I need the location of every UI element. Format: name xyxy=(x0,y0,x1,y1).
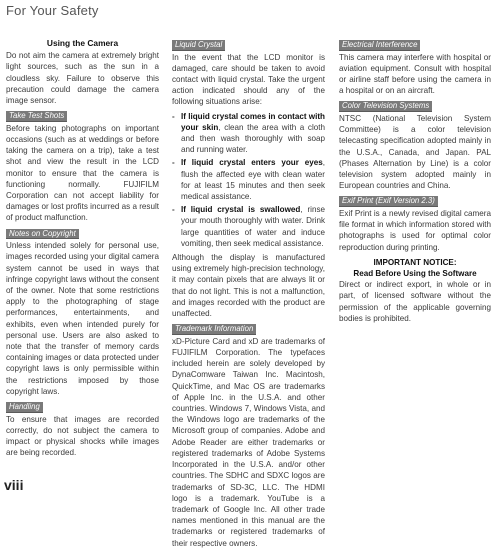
label-color-tv: Color Television Systems xyxy=(339,101,432,112)
list-item-rest: , clean the area with a cloth and then wash thoroughly with soap and running water. xyxy=(181,122,325,155)
liquid-crystal-text: In the event that the LCD monitor is damaged, care should be taken to avoid contact with liquid crystal. Take the urgent action indicated should any of the following situations arise: xyxy=(172,52,325,107)
color-tv-text: NTSC (National Television System Committee) is a color television telecasting specification adopted mainly in the U.S.A., Canada, and Japan. PAL (Phases Alternation by Line) is a color television system adopted mainly in European countries and China. xyxy=(339,114,491,191)
label-copyright: Notes on Copyright xyxy=(6,229,79,240)
using-camera-text: Do not aim the camera at extremely bright light sources, such as the sun in a cloudless sky. Failure to observe this precaution could damage the camera image sensor. xyxy=(6,51,159,106)
electrical-interference-text: This camera may interfere with hospital or aviation equipment. Consult with hospital or airline staff before using the camera in a hospital or on an aircraft. xyxy=(339,52,491,96)
list-item-rest: , flush the affected eye with clean water for at least 15 minutes and then seek medical assistance. xyxy=(181,158,325,202)
exif-text: Exif Print is a newly revised digital camera file format in which information stored with photographs is used for optimal color reproduction during printing. xyxy=(339,209,491,252)
list-dash: - xyxy=(172,205,175,215)
column-right xyxy=(339,38,491,327)
column-middle xyxy=(172,38,325,552)
list-item xyxy=(172,204,325,249)
list-item xyxy=(172,157,325,202)
label-handling: Handling xyxy=(6,402,43,413)
list-dash: - xyxy=(172,111,175,121)
handling-text: To ensure that images are recorded correctly, do not subject the camera to impact or physical shocks while images are being recorded. xyxy=(6,414,159,458)
column-left xyxy=(6,38,159,461)
liquid-crystal-list xyxy=(172,111,325,249)
label-test-shots: Take Test Shots xyxy=(6,111,67,122)
notice-text: Direct or indirect export, in whole or in part, of licensed software without the permission of the applicable governing bodies is prohibited. xyxy=(339,280,491,323)
list-item-lead: If liquid crystal comes in contact with your skin xyxy=(181,111,325,132)
trademark-text: xD-Picture Card and xD are trademarks of FUJIFILM Corporation. The typefaces included herein are solely developed by DynaComware Taiwan Inc. Macintosh, QuickTime, and Mac OS are trademarks of Apple Inc. in the U.S.A. and other countries. Windows 7, Windows Vista, and the Windows logo are trademarks of the Microsoft group of companies. Adobe and Adobe Reader are either trademarks or registered trademarks of Adobe Systems Incorporated in the U.S.A. and/or other countries. The SDHC and SDXC logos are trademarks of SD-3C, LLC. The HDMI logo is a trademark. YouTube is a trademark of Google Inc. All other trade names mentioned in this manual are the trademarks or registered trademarks of their respective owners. xyxy=(172,336,325,548)
notice-subtitle: Read Before Using the Software xyxy=(353,269,477,279)
list-item-rest: , rinse your mouth thoroughly with water. Drink large quantities of water and induce vomiting, then seek medical assistance. xyxy=(181,205,325,248)
running-head: For Your Safety xyxy=(6,3,99,18)
page-number: viii xyxy=(4,477,24,493)
liquid-crystal-note: Although the display is manufactured using extremely high-precision technology, it may contain pixels that are always lit or that do not light. This is not a malfunction, and images recorded with the product are unaffected. xyxy=(172,253,325,319)
label-exif: Exif Print (Exif Version 2.3) xyxy=(339,196,438,207)
label-electrical-interference: Electrical Interference xyxy=(339,40,420,51)
copyright-text: Unless intended solely for personal use, images recorded using your digital camera system cannot be used in ways that infringe copyright laws without the consent of the owner. Note that some restrictions apply to the photographing of stage performances, entertainments, and exhibits, even when intended purely for personal use. Users are also asked to note that the transfer of memory cards containing images or data protected under copyright laws is only permissible within the restrictions imposed by those copyright laws. xyxy=(6,241,159,396)
important-notice xyxy=(339,257,491,279)
label-trademark: Trademark Information xyxy=(172,324,256,335)
list-dash: - xyxy=(172,158,175,168)
label-liquid-crystal: Liquid Crystal xyxy=(172,40,225,51)
list-item xyxy=(172,111,325,156)
test-shots-text: Before taking photographs on important occasions (such as at weddings or before taking the camera on a trip), take a test shot and view the result in the LCD monitor to ensure that the camera is functioning normally. FUJIFILM Corporation can not accept liability for damages or lost profits incurred as a result of product malfunction. xyxy=(6,123,159,223)
list-item-lead: If liquid crystal enters your eyes xyxy=(181,158,323,168)
section-heading-using-camera: Using the Camera xyxy=(46,38,119,48)
notice-title: IMPORTANT NOTICE: xyxy=(373,257,457,267)
list-item-lead: If liquid crystal is swallowed xyxy=(181,205,301,215)
